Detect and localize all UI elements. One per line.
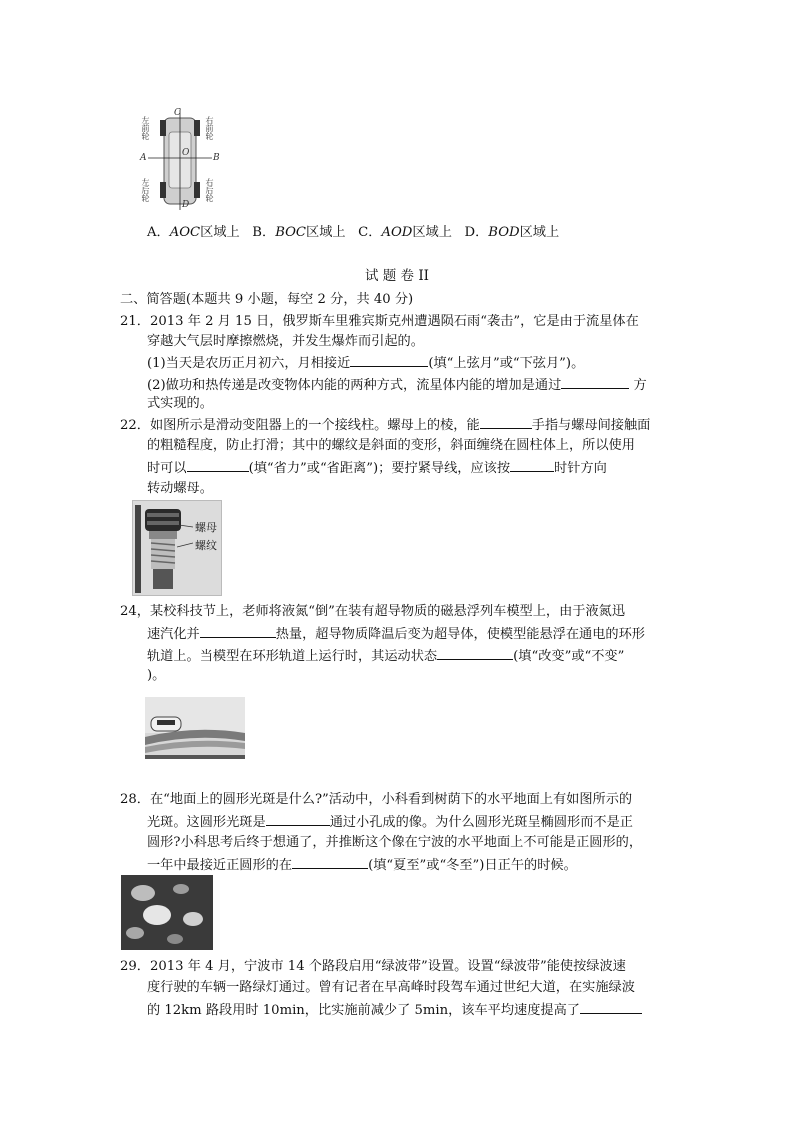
q21-blank-2 — [561, 375, 629, 389]
right-front-wheel-label: 右前轮 — [205, 116, 214, 140]
q29-line1: 29．2013 年 4 月，宁波市 14 个路段启用“绿波带”设置。设置“绿波带”能使按绿波速 — [120, 959, 626, 974]
q22-line2: 的粗糙程度，防止打滑；其中的螺纹是斜面的变形，斜面缠绕在圆柱体上，所以使用 — [147, 438, 635, 453]
q21-line2: 穿越大气层时摩擦燃烧，并发生爆炸而引起的。 — [147, 334, 424, 349]
left-front-wheel-label: 左前轮 — [141, 116, 150, 140]
point-d-label: D — [182, 200, 190, 210]
q24-blank-2 — [437, 646, 513, 660]
q24-line3: 轨道上。当模型在环形轨道上运行时，其运动状态 (填“改变”或“不变” — [147, 646, 624, 666]
point-o-label: O — [182, 148, 190, 158]
section-title: 试 题 卷 II — [364, 268, 430, 284]
q21-line3: (1)当天是农历正月初六，月相接近 (填“上弦月”或“下弦月”)。 — [147, 353, 584, 373]
q21-blank-1 — [350, 353, 428, 367]
section-header: 二、简答题(本题共 9 小题，每空 2 分，共 40 分) — [120, 292, 414, 307]
maglev-model-photo — [145, 697, 245, 759]
q21-line4: (2)做功和热传递是改变物体内能的两种方式，流星体内能的增加是通过 方 — [147, 375, 647, 395]
q24-line4: )。 — [147, 668, 166, 683]
car-wheels-figure — [140, 110, 220, 210]
q24-line2: 速汽化并 热量，超导物质降温后变为超导体，使模型能悬浮在通电的环形 — [147, 624, 645, 644]
q29-line2: 度行驶的车辆一路绿灯通过。曾有记者在早高峰时段驾车通过世纪大道，在实施绿波 — [147, 980, 635, 995]
point-c-label: C — [174, 108, 181, 118]
q22-line1: 22．如图所示是滑动变阻器上的一个接线柱。螺母上的棱，能 手指与螺母间接触面 — [120, 415, 650, 435]
maglev-train-icon — [145, 697, 245, 759]
q28-line4: 一年中最接近正圆形的在 (填“夏至”或“冬至”)日正午的时候。 — [147, 855, 577, 875]
nut-photo — [132, 500, 222, 596]
q28-line1: 28．在“地面上的圆形光斑是什么?”活动中，小科看到树荫下的水平地面上有如图所示的 — [120, 792, 633, 807]
q28-line2: 光斑。这圆形光斑是 通过小孔成的像。为什么圆形光斑呈椭圆形而不是正 — [147, 812, 633, 832]
q20-options: A．AOC区域上 B．BOC区域上 C．AOD区域上 D．BOD区域上 — [147, 225, 560, 240]
light-spots-photo — [121, 875, 213, 950]
thread-label: 螺纹 — [195, 539, 217, 552]
q22-blank-2 — [187, 458, 249, 472]
q22-line4: 转动螺母。 — [147, 481, 213, 496]
nut-label: 螺母 — [195, 521, 217, 534]
point-b-label: B — [213, 153, 220, 163]
q28-blank-1 — [266, 812, 330, 826]
point-a-label: A — [140, 153, 147, 163]
q21-line5: 式实现的。 — [147, 396, 213, 411]
q28-blank-2 — [292, 855, 368, 869]
q22-blank-3 — [510, 458, 554, 472]
right-rear-wheel-label: 右后轮 — [205, 178, 214, 202]
left-rear-wheel-label: 左后轮 — [141, 178, 150, 202]
q24-line1: 24，某校科技节上，老师将液氮“倒”在装有超导物质的磁悬浮列车模型上，由于液氮迅 — [120, 604, 626, 619]
light-spots-icon — [121, 875, 213, 950]
q28-line3: 圆形?小科思考后终于想通了，并推断这个像在宁波的水平地面上不可能是正圆形的， — [147, 835, 643, 850]
q22-line3: 时可以 (填“省力”或“省距离”)；要拧紧导线，应该按 时针方向 — [147, 458, 607, 478]
q29-blank-1 — [580, 1000, 642, 1014]
q22-blank-1 — [480, 415, 532, 429]
q24-blank-1 — [200, 624, 276, 638]
q29-line3: 的 12km 路段用时 10min，比实施前减少了 5min，该车平均速度提高了 — [147, 1000, 642, 1020]
q21-line1: 21．2013 年 2 月 15 日，俄罗斯车里雅宾斯克州遭遇陨石雨“袭击”，它是由于流星体在 — [120, 314, 639, 329]
